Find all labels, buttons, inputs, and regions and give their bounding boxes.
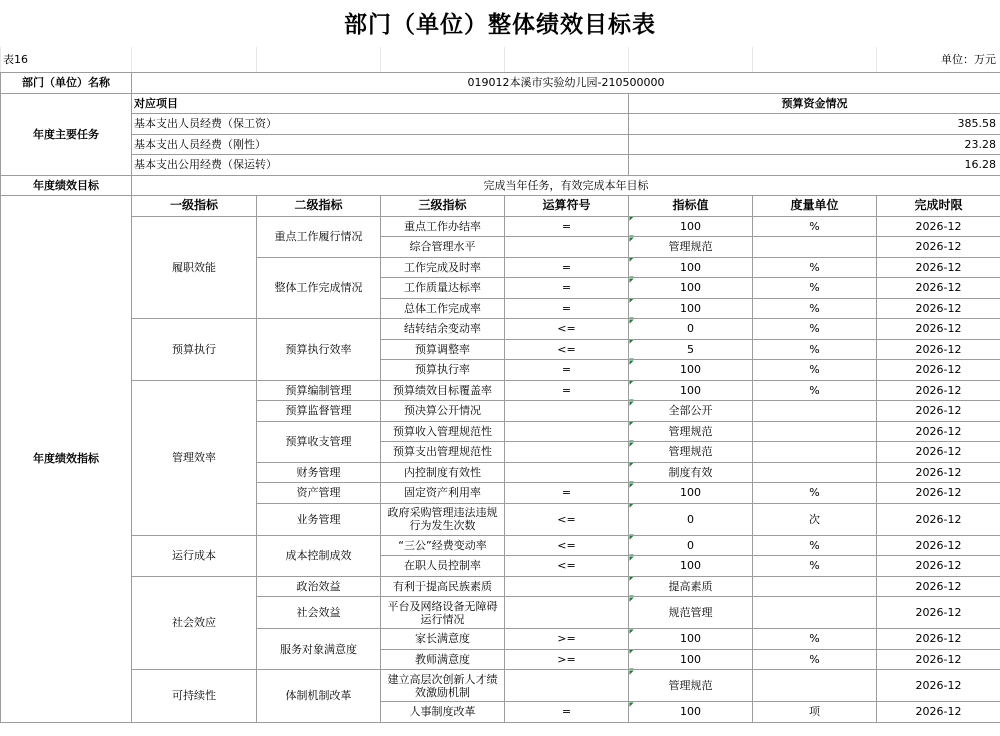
row-value: 100 (629, 649, 753, 670)
task-col-header: 对应项目 (132, 93, 629, 114)
header-unit: 度量单位 (753, 196, 877, 217)
row-operator: = (505, 360, 629, 381)
row-unit: % (753, 298, 877, 319)
row-level2: 社会效益 (257, 597, 381, 629)
row-value: 100 (629, 380, 753, 401)
row-unit (753, 576, 877, 597)
row-value: 管理规范 (629, 421, 753, 442)
row-unit: % (753, 483, 877, 504)
row-operator (505, 462, 629, 483)
row-operator (505, 237, 629, 258)
row-level1: 可持续性 (132, 670, 257, 723)
row-level3: 在职人员控制率 (381, 556, 505, 577)
row-level3: 预算收入管理规范性 (381, 421, 505, 442)
row-unit (753, 462, 877, 483)
annual-task-label: 年度主要任务 (1, 93, 132, 175)
row-unit: % (753, 629, 877, 650)
dept-label: 部门（单位）名称 (1, 73, 132, 94)
row-level1: 运行成本 (132, 535, 257, 576)
row-value: 100 (629, 298, 753, 319)
row-operator: = (505, 278, 629, 299)
row-level1: 社会效应 (132, 576, 257, 670)
row-value: 0 (629, 503, 753, 535)
row-level2: 体制机制改革 (257, 670, 381, 723)
task-name: 基本支出人员经费（刚性） (132, 134, 629, 155)
row-value: 全部公开 (629, 401, 753, 422)
row-value: 规范管理 (629, 597, 753, 629)
row-operator (505, 442, 629, 463)
row-value: 管理规范 (629, 237, 753, 258)
header-level1: 一级指标 (132, 196, 257, 217)
header-level3: 三级指标 (381, 196, 505, 217)
goal-text: 完成当年任务，有效完成本年目标 (132, 175, 1000, 196)
row-level2: 业务管理 (257, 503, 381, 535)
task-name: 基本支出公用经费（保运转） (132, 155, 629, 176)
row-level3: 预算执行率 (381, 360, 505, 381)
row-deadline: 2026-12 (877, 216, 1000, 237)
row-level3: 政府采购管理违法违规行为发生次数 (381, 503, 505, 535)
row-operator: = (505, 483, 629, 504)
row-level3: 预算绩效目标覆盖率 (381, 380, 505, 401)
row-level2: 预算编制管理 (257, 380, 381, 401)
row-unit (753, 597, 877, 629)
row-deadline: 2026-12 (877, 556, 1000, 577)
row-unit: % (753, 216, 877, 237)
row-level3: 家长满意度 (381, 629, 505, 650)
row-deadline: 2026-12 (877, 278, 1000, 299)
header-level2: 二级指标 (257, 196, 381, 217)
row-deadline: 2026-12 (877, 597, 1000, 629)
row-operator (505, 597, 629, 629)
row-operator: >= (505, 649, 629, 670)
row-value: 100 (629, 556, 753, 577)
row-level2: 成本控制成效 (257, 535, 381, 576)
row-value: 100 (629, 216, 753, 237)
row-level3: 工作质量达标率 (381, 278, 505, 299)
row-value: 100 (629, 278, 753, 299)
row-deadline: 2026-12 (877, 257, 1000, 278)
row-operator (505, 401, 629, 422)
row-operator: <= (505, 535, 629, 556)
row-operator: = (505, 216, 629, 237)
row-deadline: 2026-12 (877, 670, 1000, 702)
row-level3: 有利于提高民族素质 (381, 576, 505, 597)
row-value: 100 (629, 483, 753, 504)
row-operator: <= (505, 339, 629, 360)
row-operator (505, 421, 629, 442)
task-amount: 385.58 (629, 114, 1000, 135)
row-level3: 固定资产利用率 (381, 483, 505, 504)
row-value: 管理规范 (629, 442, 753, 463)
row-deadline: 2026-12 (877, 237, 1000, 258)
row-unit: % (753, 257, 877, 278)
row-deadline: 2026-12 (877, 462, 1000, 483)
row-level2: 服务对象满意度 (257, 629, 381, 670)
row-level1: 履职效能 (132, 216, 257, 319)
row-level3: 重点工作办结率 (381, 216, 505, 237)
table-row (1, 380, 1000, 401)
row-value: 100 (629, 702, 753, 723)
row-value: 提高素质 (629, 576, 753, 597)
row-unit: 次 (753, 503, 877, 535)
row-unit: % (753, 556, 877, 577)
dept-name: 019012本溪市实验幼儿园-210500000 (132, 73, 1000, 94)
row-deadline: 2026-12 (877, 503, 1000, 535)
row-value: 5 (629, 339, 753, 360)
table-row (1, 216, 1000, 237)
row-level3: 预算支出管理规范性 (381, 442, 505, 463)
row-unit (753, 401, 877, 422)
row-operator: = (505, 380, 629, 401)
row-deadline: 2026-12 (877, 649, 1000, 670)
row-level3: 预决算公开情况 (381, 401, 505, 422)
header-operator: 运算符号 (505, 196, 629, 217)
row-deadline: 2026-12 (877, 421, 1000, 442)
row-unit: % (753, 380, 877, 401)
row-level3: 预算调整率 (381, 339, 505, 360)
task-amount: 16.28 (629, 155, 1000, 176)
row-value: 100 (629, 257, 753, 278)
row-unit: % (753, 319, 877, 340)
goal-label: 年度绩效目标 (1, 175, 132, 196)
row-unit (753, 421, 877, 442)
task-amount: 23.28 (629, 134, 1000, 155)
row-unit (753, 442, 877, 463)
row-unit (753, 237, 877, 258)
row-unit: % (753, 535, 877, 556)
row-level3: 内控制度有效性 (381, 462, 505, 483)
row-operator: = (505, 257, 629, 278)
indicator-label: 年度绩效指标 (1, 196, 132, 723)
row-operator: = (505, 298, 629, 319)
budget-col-header: 预算资金情况 (629, 93, 1000, 114)
row-level3: 工作完成及时率 (381, 257, 505, 278)
row-value: 0 (629, 535, 753, 556)
row-level2: 财务管理 (257, 462, 381, 483)
table-row (1, 319, 1000, 340)
row-level1: 管理效率 (132, 380, 257, 535)
row-deadline: 2026-12 (877, 401, 1000, 422)
row-deadline: 2026-12 (877, 629, 1000, 650)
performance-table (0, 47, 1000, 723)
row-value: 100 (629, 360, 753, 381)
row-operator: <= (505, 503, 629, 535)
task-name: 基本支出人员经费（保工资） (132, 114, 629, 135)
row-value: 制度有效 (629, 462, 753, 483)
row-level3: 综合管理水平 (381, 237, 505, 258)
row-value: 100 (629, 629, 753, 650)
row-deadline: 2026-12 (877, 319, 1000, 340)
row-level2: 政治效益 (257, 576, 381, 597)
row-level3: 结转结余变动率 (381, 319, 505, 340)
row-level3: 平台及网络设备无障碍运行情况 (381, 597, 505, 629)
row-operator: = (505, 702, 629, 723)
row-value: 管理规范 (629, 670, 753, 702)
header-deadline: 完成时限 (877, 196, 1000, 217)
row-operator: >= (505, 629, 629, 650)
row-level2: 整体工作完成情况 (257, 257, 381, 319)
row-level2: 预算收支管理 (257, 421, 381, 462)
row-unit: % (753, 339, 877, 360)
row-deadline: 2026-12 (877, 702, 1000, 723)
row-level2: 资产管理 (257, 483, 381, 504)
row-level2: 重点工作履行情况 (257, 216, 381, 257)
table-row (1, 576, 1000, 597)
row-level2: 预算执行效率 (257, 319, 381, 381)
row-deadline: 2026-12 (877, 535, 1000, 556)
table-number: 表16 (1, 47, 132, 73)
row-unit: 项 (753, 702, 877, 723)
unit-label: 单位：万元 (877, 47, 1000, 73)
page-title: 部门（单位）整体绩效目标表 (344, 12, 656, 38)
row-unit: % (753, 360, 877, 381)
row-deadline: 2026-12 (877, 380, 1000, 401)
row-unit: % (753, 649, 877, 670)
row-operator (505, 670, 629, 702)
row-deadline: 2026-12 (877, 298, 1000, 319)
row-operator: <= (505, 319, 629, 340)
row-level3: 建立高层次创新人才绩效激励机制 (381, 670, 505, 702)
row-operator (505, 576, 629, 597)
row-level3: 总体工作完成率 (381, 298, 505, 319)
row-deadline: 2026-12 (877, 360, 1000, 381)
row-level3: 教师满意度 (381, 649, 505, 670)
row-deadline: 2026-12 (877, 442, 1000, 463)
row-unit: % (753, 278, 877, 299)
header-value: 指标值 (629, 196, 753, 217)
row-level2: 预算监督管理 (257, 401, 381, 422)
row-unit (753, 670, 877, 702)
row-deadline: 2026-12 (877, 576, 1000, 597)
row-value: 0 (629, 319, 753, 340)
row-level1: 预算执行 (132, 319, 257, 381)
table-row (1, 535, 1000, 556)
row-deadline: 2026-12 (877, 483, 1000, 504)
row-operator: <= (505, 556, 629, 577)
row-level3: “三公”经费变动率 (381, 535, 505, 556)
table-row (1, 670, 1000, 702)
row-deadline: 2026-12 (877, 339, 1000, 360)
row-level3: 人事制度改革 (381, 702, 505, 723)
